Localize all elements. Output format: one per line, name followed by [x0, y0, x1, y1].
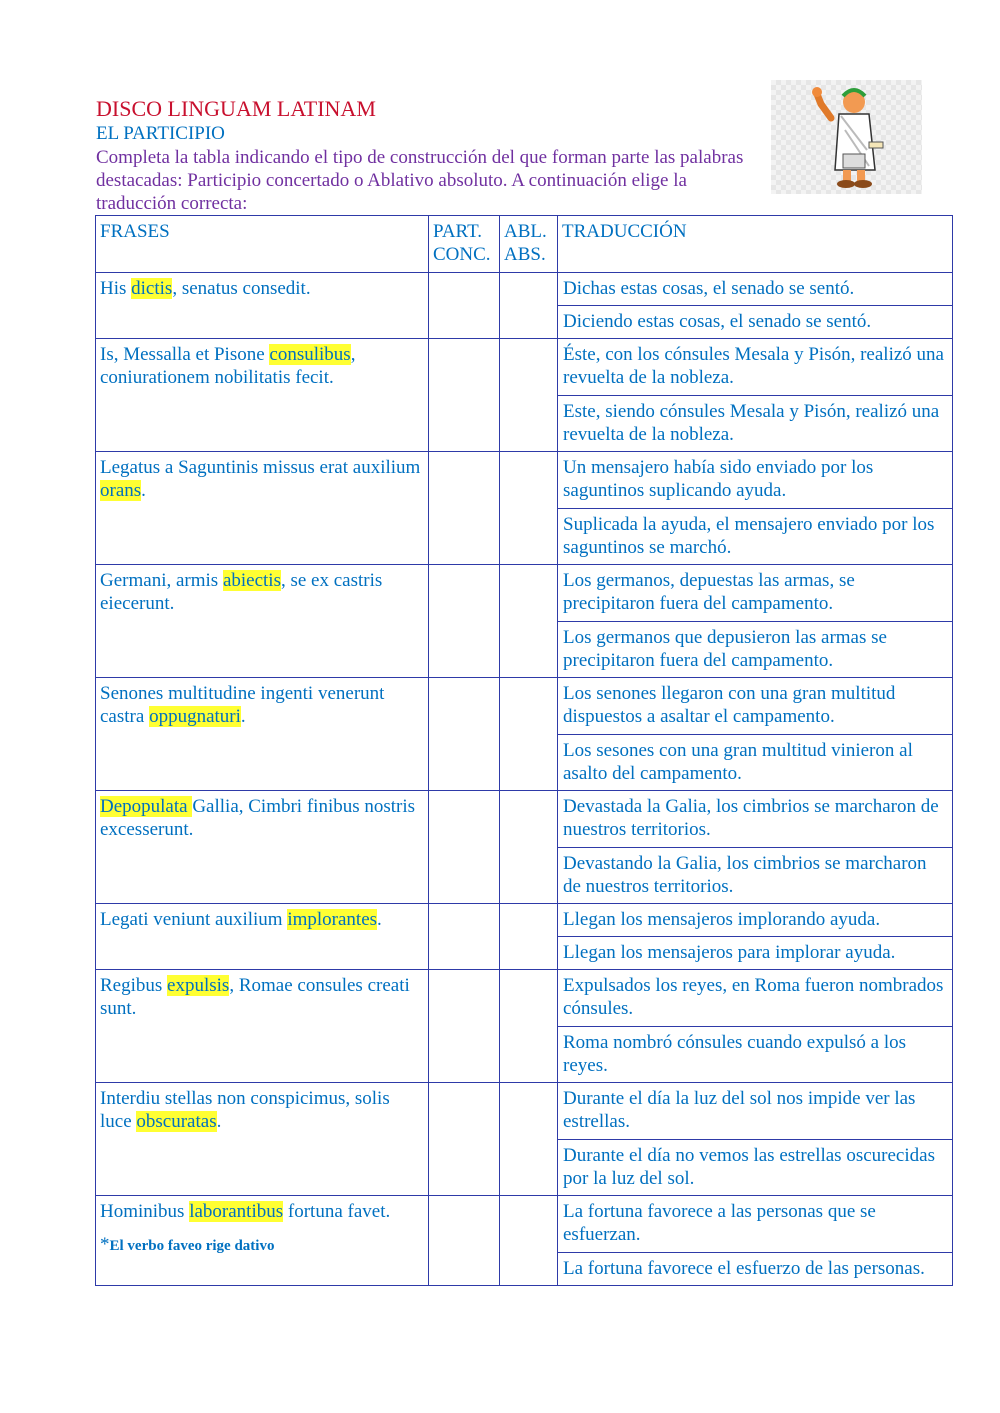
roman-figure-image	[771, 80, 922, 194]
translation-option[interactable]: La fortuna favorece a las personas que se esfuerzan.	[558, 1196, 953, 1253]
translation-option[interactable]: Suplicada la ayuda, el mensajero enviado por los saguntinos se marchó.	[558, 509, 953, 565]
phrase-cell: Is, Messalla et Pisone consulibus, coniurationem nobilitatis fecit.	[96, 339, 429, 452]
highlighted-word: Depopulata	[100, 796, 193, 817]
phrase-cell: Legatus a Saguntinis missus erat auxilium orans.	[96, 452, 429, 565]
translation-option[interactable]: Los sesones con una gran multitud vinieron al asalto del campamento.	[558, 735, 953, 791]
translation-option[interactable]: Roma nombró cónsules cuando expulsó a los reyes.	[558, 1027, 953, 1083]
translation-option[interactable]: Un mensajero había sido enviado por los saguntinos suplicando ayuda.	[558, 452, 953, 509]
phrase-cell: His dictis, senatus consedit.	[96, 273, 429, 339]
translation-option[interactable]: Llegan los mensajeros implorando ayuda.	[558, 904, 953, 937]
translation-option[interactable]: Durante el día la luz del sol nos impide ver las estrellas.	[558, 1083, 953, 1140]
translation-option[interactable]: Expulsados los reyes, en Roma fueron nombrados cónsules.	[558, 970, 953, 1027]
phrase-cell: Interdiu stellas non conspicimus, solis luce obscuratas.	[96, 1083, 429, 1196]
table-header-row	[96, 216, 953, 273]
phrase-cell: Senones multitudine ingenti venerunt castra oppugnaturi.	[96, 678, 429, 791]
grammar-note: *El verbo faveo rige dativo	[100, 1234, 275, 1255]
table-row	[96, 452, 953, 509]
abl-abs-answer-cell[interactable]	[500, 1196, 558, 1286]
translation-option[interactable]: Llegan los mensajeros para implorar ayuda.	[558, 937, 953, 970]
phrase-cell: Hominibus laborantibus fortuna favet. *El verbo faveo rige dativo	[96, 1196, 429, 1286]
translation-option[interactable]: Devastada la Galia, los cimbrios se marcharon de nuestros territorios.	[558, 791, 953, 848]
part-conc-answer-cell[interactable]	[429, 678, 500, 791]
highlighted-word: laborantibus	[189, 1201, 284, 1222]
highlighted-word: dictis	[131, 278, 173, 299]
translation-option[interactable]: La fortuna favorece el esfuerzo de las personas.	[558, 1253, 953, 1286]
part-conc-answer-cell[interactable]	[429, 565, 500, 678]
table-row	[96, 339, 953, 396]
part-conc-answer-cell[interactable]	[429, 273, 500, 339]
abl-abs-answer-cell[interactable]	[500, 904, 558, 970]
part-conc-answer-cell[interactable]	[429, 970, 500, 1083]
translation-option[interactable]: Éste, con los cónsules Mesala y Pisón, realizó una revuelta de la nobleza.	[558, 339, 953, 396]
part-conc-answer-cell[interactable]	[429, 1196, 500, 1286]
table-row	[96, 970, 953, 1027]
page-title: DISCO LINGUAM LATINAM	[96, 96, 376, 121]
header-traduccion: TRADUCCIÓN	[558, 216, 953, 273]
translation-option[interactable]: Durante el día no vemos las estrellas oscurecidas por la luz del sol.	[558, 1140, 953, 1196]
phrase-cell: Germani, armis abiectis, se ex castris eiecerunt.	[96, 565, 429, 678]
page-subtitle: EL PARTICIPIO	[96, 123, 225, 144]
abl-abs-answer-cell[interactable]	[500, 678, 558, 791]
phrase-cell: Depopulata Gallia, Cimbri finibus nostris excesserunt.	[96, 791, 429, 904]
translation-option[interactable]: Devastando la Galia, los cimbrios se marcharon de nuestros territorios.	[558, 848, 953, 904]
translation-option[interactable]: Los germanos, depuestas las armas, se precipitaron fuera del campamento.	[558, 565, 953, 622]
translation-option[interactable]: Este, siendo cónsules Mesala y Pisón, realizó una revuelta de la nobleza.	[558, 396, 953, 452]
abl-abs-answer-cell[interactable]	[500, 339, 558, 452]
part-conc-answer-cell[interactable]	[429, 1083, 500, 1196]
table-row	[96, 678, 953, 735]
translation-option[interactable]: Dichas estas cosas, el senado se sentó.	[558, 273, 953, 306]
highlighted-word: consulibus	[269, 344, 351, 365]
exercise-table	[95, 215, 953, 1286]
phrase-cell: Regibus expulsis, Romae consules creati sunt.	[96, 970, 429, 1083]
phrase-cell: Legati veniunt auxilium implorantes.	[96, 904, 429, 970]
abl-abs-answer-cell[interactable]	[500, 452, 558, 565]
highlighted-word: oppugnaturi	[149, 706, 241, 727]
table-row	[96, 565, 953, 622]
translation-option[interactable]: Diciendo estas cosas, el senado se sentó.	[558, 306, 953, 339]
part-conc-answer-cell[interactable]	[429, 791, 500, 904]
abl-abs-answer-cell[interactable]	[500, 1083, 558, 1196]
abl-abs-answer-cell[interactable]	[500, 970, 558, 1083]
table-row	[96, 791, 953, 848]
abl-abs-answer-cell[interactable]	[500, 273, 558, 339]
abl-abs-answer-cell[interactable]	[500, 565, 558, 678]
header-frases: FRASES	[96, 216, 429, 273]
part-conc-answer-cell[interactable]	[429, 452, 500, 565]
highlighted-word: implorantes	[287, 909, 378, 930]
part-conc-answer-cell[interactable]	[429, 904, 500, 970]
header-abl-abs: ABL. ABS.	[500, 216, 558, 273]
abl-abs-answer-cell[interactable]	[500, 791, 558, 904]
highlighted-word: abiectis	[222, 570, 281, 591]
roman-figure-illustration	[771, 80, 922, 194]
part-conc-answer-cell[interactable]	[429, 339, 500, 452]
table-row	[96, 1083, 953, 1140]
highlighted-word: expulsis	[167, 975, 230, 996]
translation-option[interactable]: Los germanos que depusieron las armas se precipitaron fuera del campamento.	[558, 622, 953, 678]
highlighted-word: obscuratas	[136, 1111, 217, 1132]
instructions-text: Completa la tabla indicando el tipo de construcción del que forman parte las palabras destacadas: Participio concertado o Ablativo absoluto. A continuación elige la traducción correcta:	[96, 147, 744, 214]
table-row	[96, 904, 953, 937]
table-row	[96, 273, 953, 306]
highlighted-word: orans	[100, 480, 142, 501]
translation-option[interactable]: Los senones llegaron con una gran multitud dispuestos a asaltar el campamento.	[558, 678, 953, 735]
table-row	[96, 1196, 953, 1253]
header-part-conc: PART. CONC.	[429, 216, 500, 273]
